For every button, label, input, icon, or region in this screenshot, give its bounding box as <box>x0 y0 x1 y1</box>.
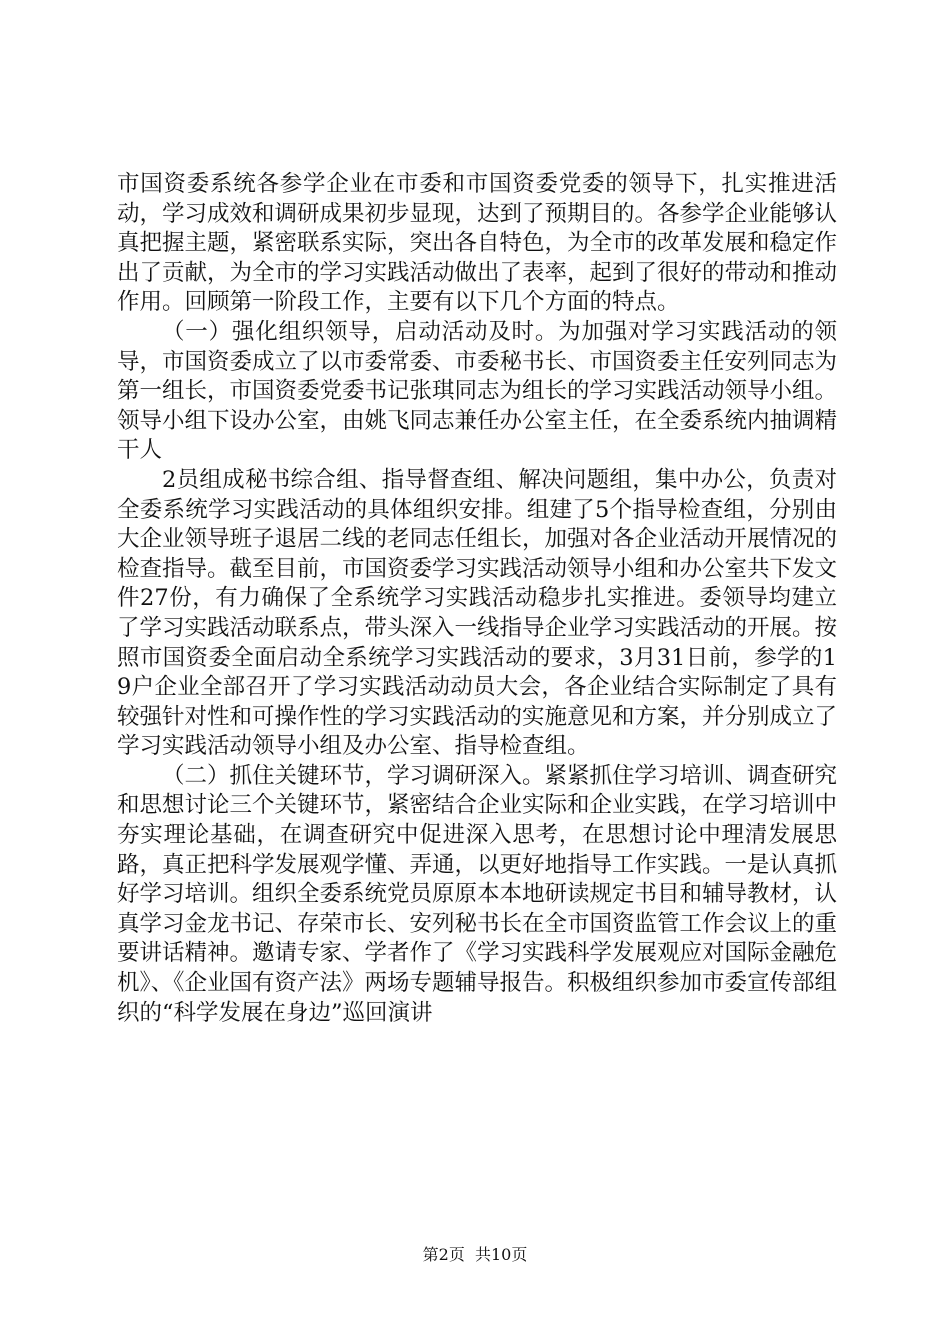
paragraph-section-one-continued: 2员组成秘书综合组、指导督查组、解决问题组，集中办公，负责对全委系统学习实践活动的具体组织安排。组建了5个指导检查组，分别由大企业领导班子退居二线的老同志任组长，加强对各企业活动开展情况的检查指导。截至目前，市国资委学习实践活动领导小组和办公室共下发文件27份，有力确保了全系统学习实践活动稳步扎实推进。委领导均建立了学习实践活动联系点，带头深入一线指导企业学习实践活动的开展。按照市国资委全面启动全系统学习实践活动的要求，3月31日前，参学的19户企业全部召开了学习实践活动动员大会，各企业结合实际制定了具有较强针对性和可操作性的学习实践活动的实施意见和方案，并分别成立了学习实践活动领导小组及办公室、指导检查组。 <box>117 466 838 760</box>
paragraph-intro: 市国资委系统各参学企业在市委和市国资委党委的领导下，扎实推进活动，学习成效和调研成果初步显现，达到了预期目的。各参学企业能够认真把握主题，紧密联系实际，突出各自特色，为全市的改革发展和稳定作出了贡献，为全市的学习实践活动做出了表率，起到了很好的带动和推动作用。回顾第一阶段工作，主要有以下几个方面的特点。 <box>117 171 838 316</box>
paragraph-section-one: （一）强化组织领导，启动活动及时。为加强对学习实践活动的领导，市国资委成立了以市委常委、市委秘书长、市国资委主任安列同志为第一组长，市国资委党委书记张琪同志为组长的学习实践活动领导小组。领导小组下设办公室，由姚飞同志兼任办公室主任，在全委系统内抽调精干人 <box>117 318 838 464</box>
page-footer: 第2页 共10页 <box>422 1245 528 1264</box>
document-body <box>117 170 837 1028</box>
paragraph-section-two: （二）抓住关键环节，学习调研深入。紧紧抓住学习培训、调查研究和思想讨论三个关键环节，紧密结合企业实际和企业实践，在学习培训中夯实理论基础，在调查研究中促进深入思考，在思想讨论中理清发展思路，真正把科学发展观学懂、弄通，以更好地指导工作实践。一是认真抓好学习培训。组织全委系统党员原原本本地研读规定书目和辅导教材，认真学习金龙书记、存荣市长、安列秘书长在全市国资监管工作会议上的重要讲话精神。邀请专家、学者作了《学习实践科学发展观应对国际金融危机》、《企业国有资产法》两场专题辅导报告。积极组织参加市委宣传部组织的“科学发展在身边”巡回演讲 <box>117 762 838 1026</box>
